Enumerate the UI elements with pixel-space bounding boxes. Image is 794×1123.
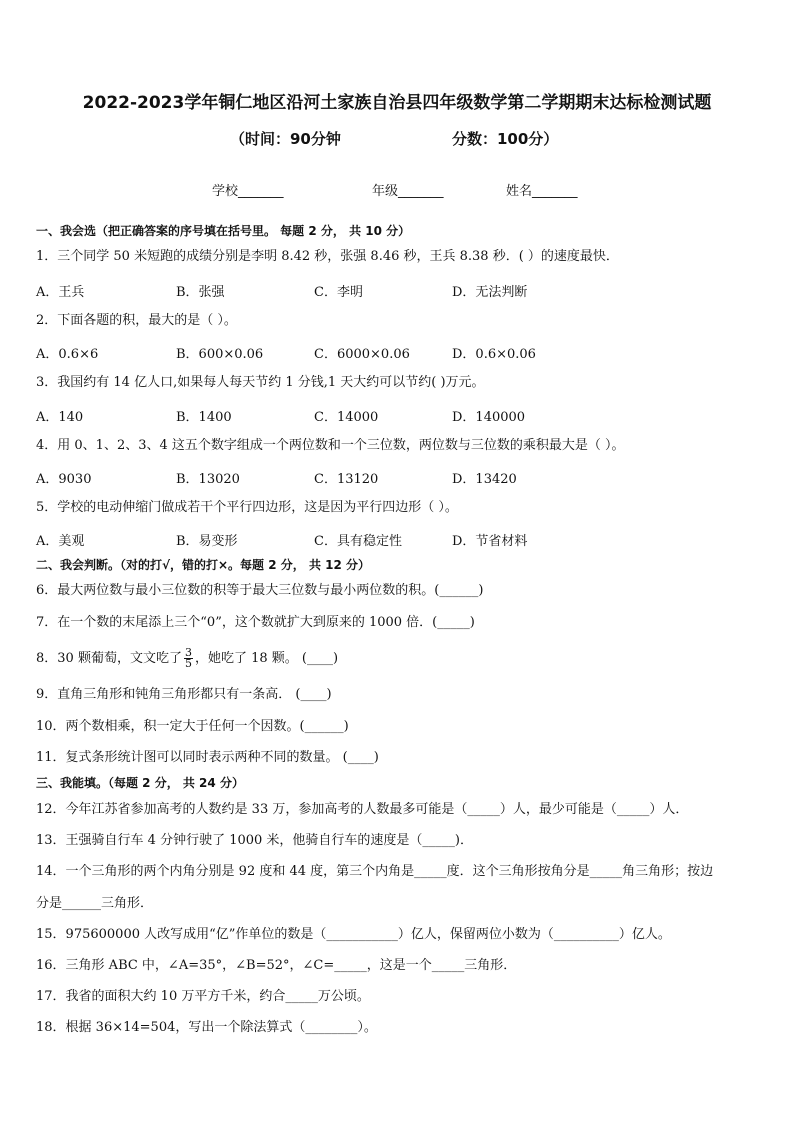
score-label: 分数：100分） bbox=[452, 130, 559, 148]
grade-field: 年级_______ bbox=[372, 184, 444, 199]
question-9: 9．直角三角形和钝角三角形都只有一条高． (____) bbox=[36, 687, 332, 702]
question-10: 10．两个数相乘，积一定大于任何一个因数。(______) bbox=[36, 719, 349, 734]
option-3d: D．140000 bbox=[452, 410, 526, 425]
question-18: 18．根据 36×14=504，写出一个除法算式（________）。 bbox=[36, 1020, 377, 1035]
option-4d: D．13420 bbox=[452, 472, 517, 487]
option-3c: C．14000 bbox=[314, 410, 379, 425]
option-4b: B．13020 bbox=[176, 472, 240, 487]
option-4a: A．9030 bbox=[36, 472, 92, 487]
option-1d: D．无法判断 bbox=[452, 285, 528, 300]
option-1a: A．王兵 bbox=[36, 285, 85, 300]
question-7: 7．在一个数的末尾添上三个“0”，这个数就扩大到原来的 1000 倍．(_____) bbox=[36, 615, 475, 630]
option-2d: D．0.6×0.06 bbox=[452, 347, 536, 362]
option-5c: C．具有稳定性 bbox=[314, 534, 402, 549]
question-16: 16．三角形 ABC 中，∠A=35°，∠B=52°，∠C=_____，这是一个_____三角形． bbox=[36, 958, 517, 973]
option-2c: C．6000×0.06 bbox=[314, 347, 410, 362]
time-label: （时间：90分钟 bbox=[230, 130, 341, 148]
question-6: 6．最大两位数与最小三位数的积等于最大三位数与最小两位数的积。(______) bbox=[36, 583, 484, 598]
section-heading-choice: 一、我会选（把正确答案的序号填在括号里。 每题 2 分， 共 10 分） bbox=[36, 224, 411, 238]
question-3: 3．我国约有 14 亿人口,如果每人每天节约 1 分钱,1 天大约可以节约( )万元。 bbox=[36, 375, 485, 390]
question-8-text-before: 8．30 颗葡萄，文文吃了 bbox=[36, 651, 182, 666]
option-5b: B．易变形 bbox=[176, 534, 238, 549]
section-heading-judge: 二、我会判断。（对的打√，错的打×。每题 2 分， 共 12 分） bbox=[36, 558, 370, 572]
fraction bbox=[184, 648, 193, 669]
option-1b: B．张强 bbox=[176, 285, 225, 300]
question-8-text-after: ，她吃了 18 颗。 (____) bbox=[194, 651, 339, 666]
page-title: 2022-2023学年铜仁地区沿河土家族自治县四年级数学第二学期期末达标检测试题 bbox=[82, 93, 712, 113]
option-3a: A．140 bbox=[36, 410, 84, 425]
question-17: 17．我省的面积大约 10 万平方千米，约合_____万公顷。 bbox=[36, 989, 370, 1004]
option-5d: D．节省材料 bbox=[452, 534, 528, 549]
question-12: 12．今年江苏省参加高考的人数约是 33 万，参加高考的人数最多可能是（_____）人，最少可能是（_____）人． bbox=[36, 802, 689, 817]
fraction-denominator: 5 bbox=[184, 657, 192, 670]
question-13: 13．王强骑自行车 4 分钟行驶了 1000 米，他骑自行车的速度是（_____)． bbox=[36, 833, 473, 848]
fraction-numerator: 3 bbox=[184, 646, 192, 659]
section-heading-fill: 三、我能填。（每题 2 分， 共 24 分） bbox=[36, 776, 244, 790]
option-4c: C．13120 bbox=[314, 472, 379, 487]
school-field: 学校_______ bbox=[212, 184, 284, 199]
question-4: 4．用 0、1、2、3、4 这五个数字组成一个两位数和一个三位数，两位数与三位数的乘积最大是（ ）。 bbox=[36, 438, 625, 453]
question-1: 1．三个同学 50 米短跑的成绩分别是李明 8.42 秒，张强 8.46 秒，王兵 8.38 秒．( ）的速度最快． bbox=[36, 249, 619, 264]
option-3b: B．1400 bbox=[176, 410, 232, 425]
question-8 bbox=[36, 648, 338, 669]
question-11: 11．复式条形统计图可以同时表示两种不同的数量。 (____) bbox=[36, 750, 379, 765]
name-field: 姓名_______ bbox=[506, 184, 578, 199]
question-14: 14．一个三角形的两个内角分别是 92 度和 44 度，第三个内角是_____度．这个三角形按角分是_____角三角形；按边 bbox=[36, 864, 714, 879]
option-2a: A．0.6×6 bbox=[36, 347, 99, 362]
question-5: 5．学校的电动伸缩门做成若干个平行四边形，这是因为平行四边形（ ）。 bbox=[36, 500, 458, 515]
option-1c: C．李明 bbox=[314, 285, 363, 300]
question-2: 2．下面各题的积，最大的是（ ）。 bbox=[36, 313, 237, 328]
question-15: 15．975600000 人改写成用“亿”作单位的数是（___________）亿人，保留两位小数为（__________）亿人。 bbox=[36, 927, 671, 942]
question-14-continued: 分是______三角形． bbox=[36, 896, 154, 911]
option-2b: B．600×0.06 bbox=[176, 347, 264, 362]
option-5a: A．美观 bbox=[36, 534, 85, 549]
